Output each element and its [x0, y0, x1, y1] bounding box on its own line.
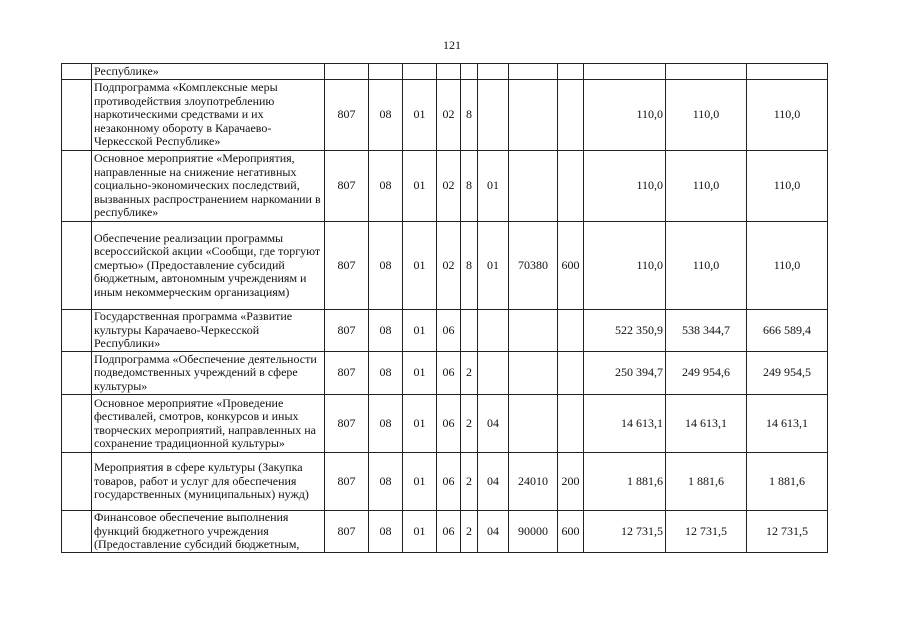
event-cell	[478, 80, 509, 151]
event-cell: 01	[478, 222, 509, 310]
year3-cell: 110,0	[747, 222, 828, 310]
year3-cell: 249 954,5	[747, 352, 828, 395]
subprogram-cell: 8	[461, 80, 478, 151]
program-cell: 06	[437, 310, 461, 352]
event-cell: 01	[478, 151, 509, 222]
row-name: Подпрограмма «Комплексные меры противодействия злоупотреблению наркотическими средствами и их незаконному обороту в Карачаево-Черкесской Республике»	[92, 80, 325, 151]
subprogram-cell: 2	[461, 352, 478, 395]
vr-cell	[558, 80, 584, 151]
year2-cell: 538 344,7	[666, 310, 747, 352]
year2-cell: 110,0	[666, 80, 747, 151]
program-cell	[437, 64, 461, 80]
subprogram-cell: 8	[461, 151, 478, 222]
subprogram-cell	[461, 310, 478, 352]
year2-cell: 12 731,5	[666, 511, 747, 553]
row-index-cell	[62, 151, 92, 222]
table-row	[62, 310, 828, 352]
direction-cell: 24010	[509, 453, 558, 511]
event-cell	[478, 64, 509, 80]
year2-cell: 110,0	[666, 151, 747, 222]
year2-cell: 110,0	[666, 222, 747, 310]
year1-cell	[584, 64, 666, 80]
direction-cell	[509, 151, 558, 222]
year1-cell: 12 731,5	[584, 511, 666, 553]
row-index-cell	[62, 80, 92, 151]
program-cell: 02	[437, 222, 461, 310]
vr-cell	[558, 352, 584, 395]
year2-cell: 1 881,6	[666, 453, 747, 511]
row-name: Основное мероприятие «Мероприятия, направленные на снижение негативных социально-экономических последствий, вызванных распространением наркомании в республике»	[92, 151, 325, 222]
year3-cell: 110,0	[747, 80, 828, 151]
event-cell: 04	[478, 395, 509, 453]
year1-cell: 110,0	[584, 80, 666, 151]
row-name: Мероприятия в сфере культуры (Закупка товаров, работ и услуг для обеспечения государственных (муниципальных) нужд)	[92, 453, 325, 511]
year3-cell	[747, 64, 828, 80]
row-name: Финансовое обеспечение выполнения функций бюджетного учреждения (Предоставление субсидий бюджетным,	[92, 511, 325, 553]
pr-cell: 01	[403, 310, 437, 352]
table-row	[62, 151, 828, 222]
rz-cell	[369, 64, 403, 80]
vr-cell: 600	[558, 222, 584, 310]
pr-cell: 01	[403, 395, 437, 453]
year3-cell: 110,0	[747, 151, 828, 222]
row-index-cell	[62, 64, 92, 80]
pr-cell: 01	[403, 511, 437, 553]
grbs-cell: 807	[325, 352, 369, 395]
row-index-cell	[62, 511, 92, 553]
year3-cell: 666 589,4	[747, 310, 828, 352]
table-row	[62, 80, 828, 151]
pr-cell: 01	[403, 151, 437, 222]
subprogram-cell: 2	[461, 453, 478, 511]
row-name: Подпрограмма «Обеспечение деятельности подведомственных учреждений в сфере культуры»	[92, 352, 325, 395]
pr-cell	[403, 64, 437, 80]
rz-cell: 08	[369, 151, 403, 222]
year1-cell: 14 613,1	[584, 395, 666, 453]
grbs-cell: 807	[325, 395, 369, 453]
year1-cell: 110,0	[584, 151, 666, 222]
row-name: Государственная программа «Развитие культуры Карачаево-Черкесской Республики»	[92, 310, 325, 352]
grbs-cell: 807	[325, 80, 369, 151]
table-row	[62, 352, 828, 395]
direction-cell: 70380	[509, 222, 558, 310]
direction-cell	[509, 395, 558, 453]
table-row	[62, 222, 828, 310]
event-cell	[478, 352, 509, 395]
year1-cell: 1 881,6	[584, 453, 666, 511]
year3-cell: 12 731,5	[747, 511, 828, 553]
vr-cell	[558, 310, 584, 352]
pr-cell: 01	[403, 453, 437, 511]
year3-cell: 14 613,1	[747, 395, 828, 453]
grbs-cell: 807	[325, 511, 369, 553]
direction-cell: 90000	[509, 511, 558, 553]
program-cell: 06	[437, 453, 461, 511]
grbs-cell: 807	[325, 151, 369, 222]
row-name: Основное мероприятие «Проведение фестивалей, смотров, конкурсов и иных творческих мероприятий, направленных на сохранение традиционной культуры»	[92, 395, 325, 453]
event-cell	[478, 310, 509, 352]
row-index-cell	[62, 222, 92, 310]
page-number: 121	[443, 38, 461, 52]
grbs-cell: 807	[325, 453, 369, 511]
pr-cell: 01	[403, 222, 437, 310]
row-index-cell	[62, 453, 92, 511]
year2-cell: 249 954,6	[666, 352, 747, 395]
direction-cell	[509, 352, 558, 395]
vr-cell: 600	[558, 511, 584, 553]
direction-cell	[509, 310, 558, 352]
row-index-cell	[62, 310, 92, 352]
vr-cell	[558, 151, 584, 222]
year1-cell: 110,0	[584, 222, 666, 310]
subprogram-cell	[461, 64, 478, 80]
program-cell: 02	[437, 151, 461, 222]
pr-cell: 01	[403, 80, 437, 151]
program-cell: 02	[437, 80, 461, 151]
row-index-cell	[62, 395, 92, 453]
rz-cell: 08	[369, 395, 403, 453]
vr-cell	[558, 64, 584, 80]
rz-cell: 08	[369, 453, 403, 511]
row-index-cell	[62, 352, 92, 395]
subprogram-cell: 2	[461, 395, 478, 453]
row-name: Республике»	[92, 64, 325, 80]
vr-cell: 200	[558, 453, 584, 511]
year1-cell: 250 394,7	[584, 352, 666, 395]
table-row	[62, 395, 828, 453]
direction-cell	[509, 80, 558, 151]
event-cell: 04	[478, 511, 509, 553]
table-row	[62, 453, 828, 511]
year2-cell	[666, 64, 747, 80]
program-cell: 06	[437, 352, 461, 395]
rz-cell: 08	[369, 80, 403, 151]
rz-cell: 08	[369, 222, 403, 310]
program-cell: 06	[437, 395, 461, 453]
vr-cell	[558, 395, 584, 453]
grbs-cell: 807	[325, 310, 369, 352]
program-cell: 06	[437, 511, 461, 553]
event-cell: 04	[478, 453, 509, 511]
rz-cell: 08	[369, 352, 403, 395]
subprogram-cell: 8	[461, 222, 478, 310]
pr-cell: 01	[403, 352, 437, 395]
year3-cell: 1 881,6	[747, 453, 828, 511]
budget-table	[61, 63, 828, 553]
year1-cell: 522 350,9	[584, 310, 666, 352]
grbs-cell	[325, 64, 369, 80]
row-name: Обеспечение реализации программы всероссийской акции «Сообщи, где торгуют смертью» (Предоставление субсидий бюджетным, автономным учреждениям и иным некоммерческим организациям)	[92, 222, 325, 310]
rz-cell: 08	[369, 310, 403, 352]
table-row	[62, 511, 828, 553]
year2-cell: 14 613,1	[666, 395, 747, 453]
table-row	[62, 64, 828, 80]
subprogram-cell: 2	[461, 511, 478, 553]
grbs-cell: 807	[325, 222, 369, 310]
rz-cell: 08	[369, 511, 403, 553]
direction-cell	[509, 64, 558, 80]
